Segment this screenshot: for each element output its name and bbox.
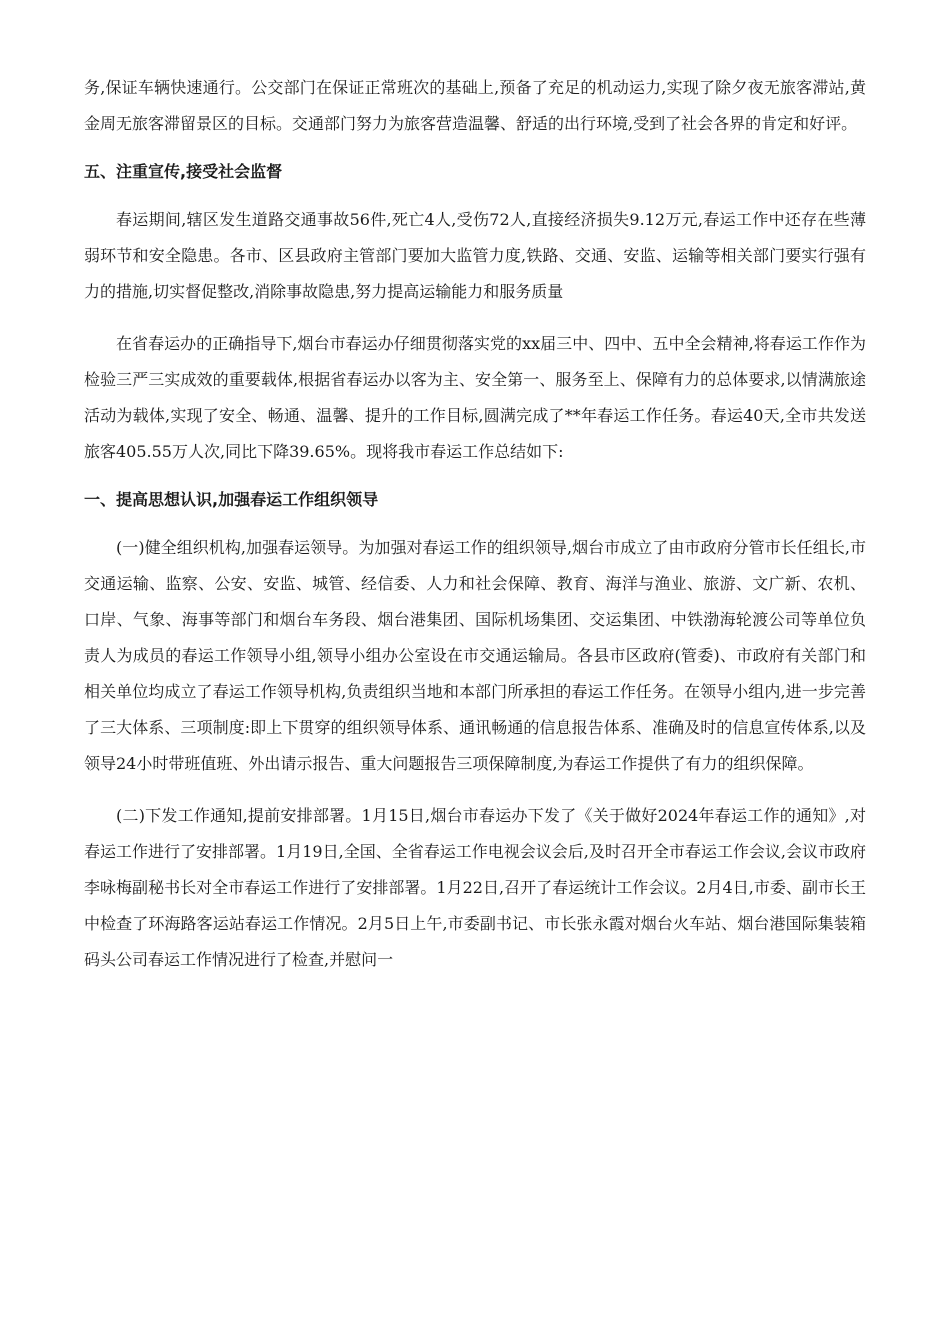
paragraph-accidents: 春运期间,辖区发生道路交通事故56件,死亡4人,受伤72人,直接经济损失9.12万元,春运工作中还存在些薄弱环节和安全隐患。各市、区县政府主管部门要加大监管力度,铁路、交通、安监、运输等相关部门要实行强有力的措施,切实督促整改,消除事故隐患,努力提高运输能力和服务质量 xyxy=(84,210,866,301)
section-heading-1: 一、提高思想认识,加强春运工作组织领导 xyxy=(84,490,379,509)
paragraph-continuation: 务,保证车辆快速通行。公交部门在保证正常班次的基础上,预备了充足的机动运力,实现了除夕夜无旅客滞站,黄金周无旅客滞留景区的目标。交通部门努力为旅客营造温馨、舒适的出行环境,受到了社会各界的肯定和好评。 xyxy=(84,78,866,133)
paragraph-intro: 在省春运办的正确指导下,烟台市春运办仔细贯彻落实党的xx届三中、四中、五中全会精神,将春运工作作为检验三严三实成效的重要载体,根据省春运办以客为主、安全第一、服务至上、保障有力的总体要求,以情满旅途活动为载体,实现了安全、畅通、温馨、提升的工作目标,圆满完成了**年春运工作任务。春运40天,全市共发送旅客405.55万人次,同比下降39.65%。现将我市春运工作总结如下: xyxy=(84,334,866,461)
document-page xyxy=(84,70,866,978)
paragraph-item-2: (二)下发工作通知,提前安排部署。1月15日,烟台市春运办下发了《关于做好2024年春运工作的通知》,对春运工作进行了安排部署。1月19日,全国、全省春运工作电视会议会后,及时召开全市春运工作会议,会议市政府李咏梅副秘书长对全市春运工作进行了安排部署。1月22日,召开了春运统计工作会议。2月4日,市委、副市长王中检查了环海路客运站春运工作情况。2月5日上午,市委副书记、市长张永霞对烟台火车站、烟台港国际集装箱码头公司春运工作情况进行了检查,并慰问一 xyxy=(84,806,866,969)
paragraph-item-1: (一)健全组织机构,加强春运领导。为加强对春运工作的组织领导,烟台市成立了由市政府分管市长任组长,市交通运输、监察、公安、安监、城管、经信委、人力和社会保障、教育、海洋与渔业、旅游、文广新、农机、口岸、气象、海事等部门和烟台车务段、烟台港集团、国际机场集团、交运集团、中铁渤海轮渡公司等单位负责人为成员的春运工作领导小组,领导小组办公室设在市交通运输局。各县市区政府(管委)、市政府有关部门和相关单位均成立了春运工作领导机构,负责组织当地和本部门所承担的春运工作任务。在领导小组内,进一步完善了三大体系、三项制度:即上下贯穿的组织领导体系、通讯畅通的信息报告体系、准确及时的信息宣传体系,以及领导24小时带班值班、外出请示报告、重大问题报告三项保障制度,为春运工作提供了有力的组织保障。 xyxy=(84,538,866,773)
section-heading-5: 五、注重宣传,接受社会监督 xyxy=(84,162,283,181)
